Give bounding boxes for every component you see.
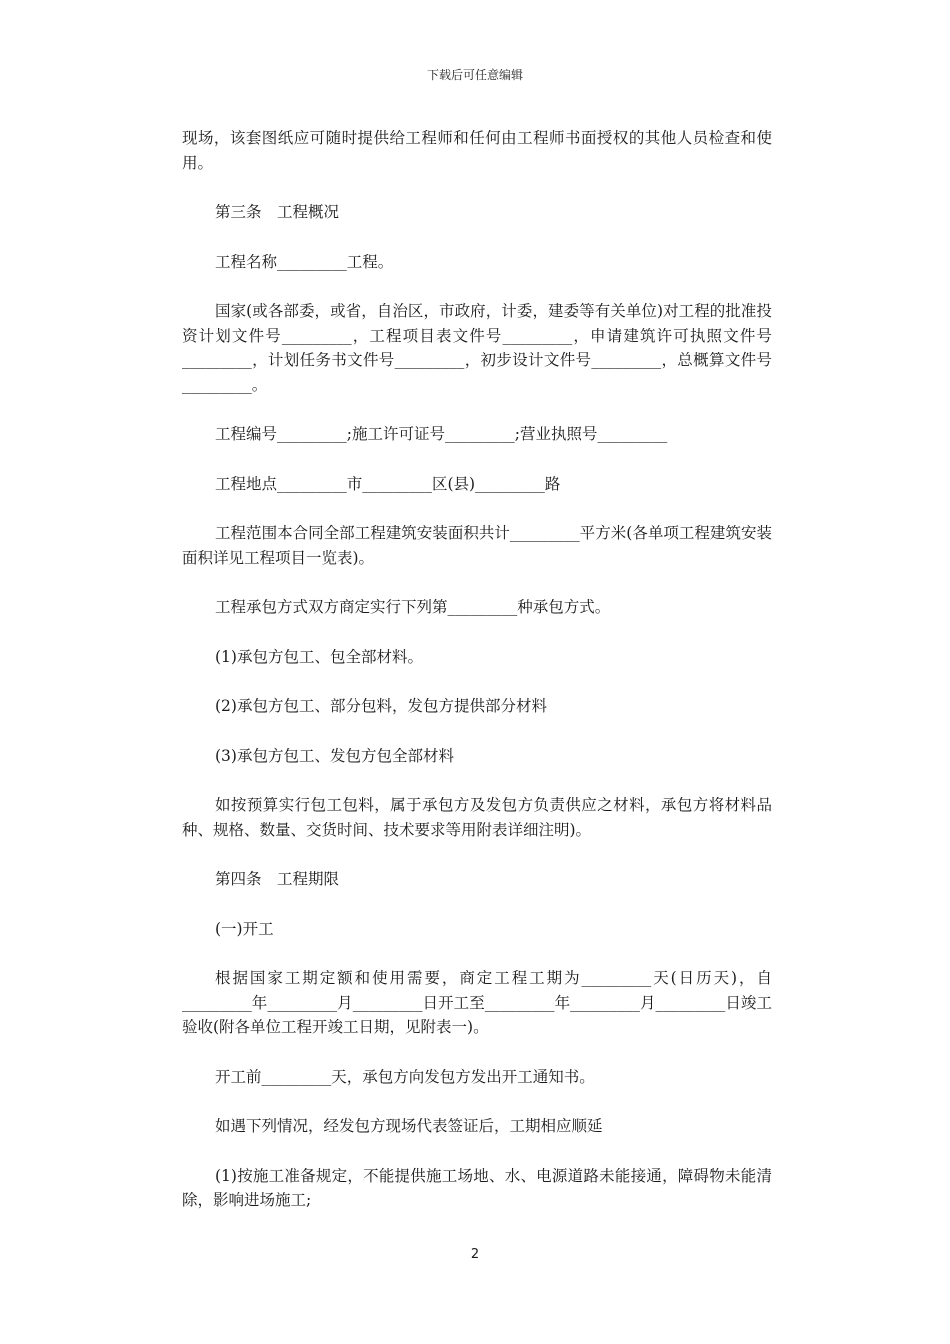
subsection-heading: (一)开工 (215, 919, 274, 938)
list-item: (1)按施工准备规定，不能提供施工场地、水、电源道路未能接通，障碍物未能清除，影响进场施工; (182, 1166, 772, 1209)
document-body (182, 126, 772, 1238)
paragraph: 如按预算实行包工包料，属于承包方及发包方负责供应之材料，承包方将材料品种、规格、数量、交货时间、技术要求等用附表详细注明)。 (182, 796, 772, 839)
paragraph: 现场，该套图纸应可随时提供给工程师和任何由工程师书面授权的其他人员检查和使用。 (182, 129, 772, 172)
section-heading: 第四条 工程期限 (215, 870, 340, 888)
page-number: 2 (470, 1247, 480, 1262)
paragraph: 开工前_________天，承包方向发包方发出开工通知书。 (215, 1067, 595, 1086)
paragraph: 如遇下列情况，经发包方现场代表签证后，工期相应顺延 (215, 1117, 603, 1135)
paragraph: 国家(或各部委，或省，自治区，市政府，计委，建委等有关单位)对工程的批准投资计划文件号_________，工程项目表文件号_________，申请建筑许可执照文件号_________，计划任务书文件号_________，初步设计文件号_________，总概算文件号_________。 (182, 302, 772, 394)
paragraph: 工程地点_________市_________区(县)_________路 (215, 474, 561, 493)
list-item: (3)承包方包工、发包方包全部材料 (215, 746, 454, 765)
paragraph: 工程范围本合同全部工程建筑安装面积共计_________平方米(各单项工程建筑安装面积详见工程项目一览表)。 (182, 524, 772, 567)
list-item: (2)承包方包工、部分包料，发包方提供部分材料 (215, 697, 547, 715)
paragraph: 工程承包方式双方商定实行下列第_________种承包方式。 (215, 598, 611, 616)
paragraph: 工程名称_________工程。 (215, 252, 394, 271)
list-item: (1)承包方包工、包全部材料。 (215, 647, 423, 666)
page-header: 下载后可任意编辑 (426, 68, 523, 82)
paragraph: 根据国家工期定额和使用需要，商定工程工期为_________天(日历天)，自_________年_________月_________日开工至_________年_________月_________日竣工验收(附各单位工程开竣工日期，见附表一)。 (182, 969, 772, 1036)
paragraph: 工程编号_________;施工许可证号_________;营业执照号_________ (215, 425, 668, 443)
section-heading: 第三条 工程概况 (215, 203, 340, 221)
